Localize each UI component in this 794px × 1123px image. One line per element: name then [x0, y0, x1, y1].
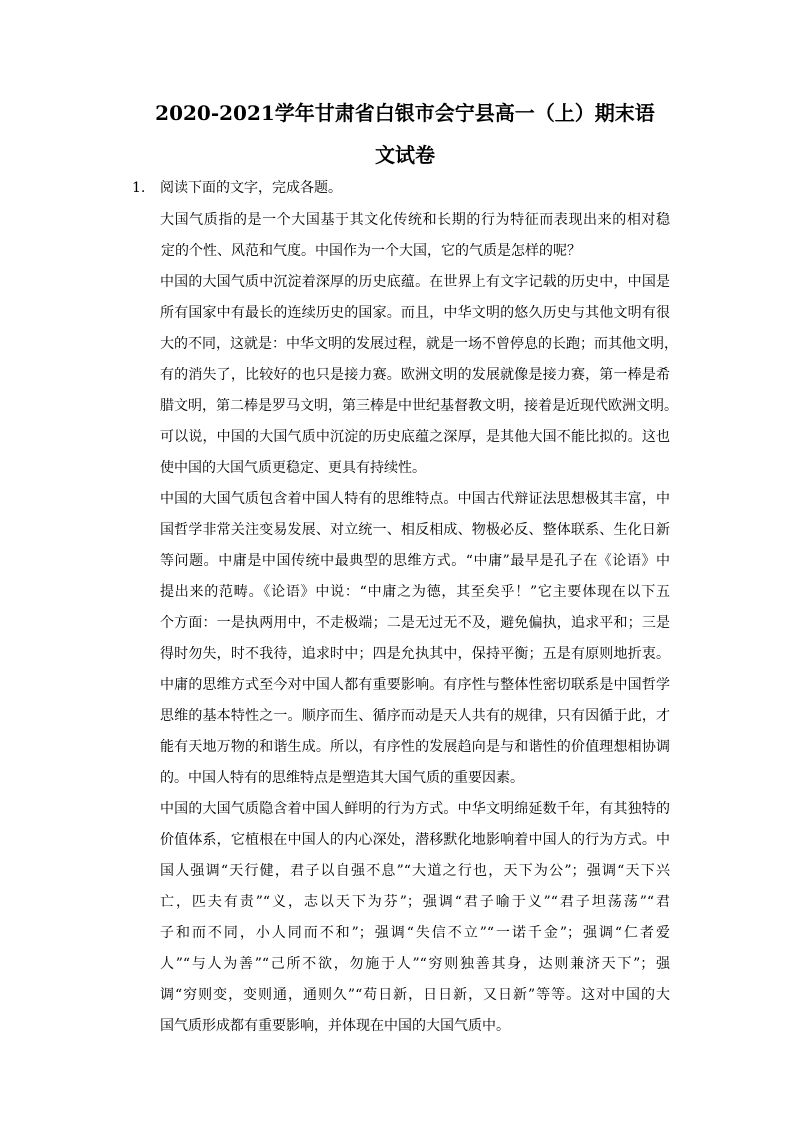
exam-title-line-1: 2020-2021学年甘肃省白银市会宁县高一（上）期末语 — [155, 101, 655, 125]
passage-line: 的。中国人特有的思维特点是塑造其大国气质的重要因素。 — [160, 770, 524, 786]
passage-line: 思维的基本特性之一。顺序而生、循序而动是天人共有的规律，只有因循于此，才 — [160, 708, 670, 724]
passage-line: 大国气质指的是一个大国基于其文化传统和长期的行为特征而表现出来的相对稳 — [160, 212, 670, 228]
passage-line: 大的不同，这就是：中华文明的发展过程，就是一场不曾停息的长跑；而其他文明， — [160, 336, 678, 352]
passage-line: 亡，匹夫有责”“义，志以天下为芬”；强调“君子喻于义”“君子坦荡荡”“君 — [160, 894, 670, 910]
passage-line: 使中国的大国气质更稳定、更具有持续性。 — [160, 460, 426, 476]
passage-line: 价值体系，它植根在中国人的内心深处，潜移默化地影响着中国人的行为方式。中 — [160, 832, 670, 848]
question-number: 1. — [132, 180, 146, 196]
passage-line: 子和而不同，小人同而不和”；强调“失信不立”“一诺千金”；强调“仁者爱 — [160, 925, 670, 941]
passage-line: 提出来的范畴。《论语》中说：“中庸之为德，其至矣乎！”它主要体现在以下五 — [160, 584, 670, 600]
passage-line: 国人强调“天行健，君子以自强不息”“大道之行也，天下为公”；强调“天下兴 — [160, 863, 670, 879]
passage-line: 有的消失了，比较好的也只是接力赛。欧洲文明的发展就像是接力赛，第一棒是希 — [160, 367, 670, 383]
passage-line: 腊文明，第二棒是罗马文明，第三棒是中世纪基督教文明，接着是近现代欧洲文明。 — [160, 398, 678, 414]
exam-title-line-2: 文试卷 — [375, 143, 435, 167]
passage-line: 中国的大国气质隐含着中国人鲜明的行为方式。中华文明绵延数千年，有其独特的 — [160, 801, 670, 817]
passage-line: 调“穷则变，变则通，通则久”“苟日新，日日新，又日新”等等。这对中国的大 — [160, 987, 670, 1003]
passage-line: 国气质形成都有重要影响，并体现在中国的大国气质中。 — [160, 1018, 510, 1034]
passage-line: 人”“与人为善”“己所不欲，勿施于人”“穷则独善其身，达则兼济天下”；强 — [160, 956, 670, 972]
passage-line: 个方面：一是执两用中，不走极端；二是无过无不及，避免偏执，追求平和；三是 — [160, 615, 670, 631]
passage-line: 得时勿失，时不我待，追求时中；四是允执其中，保持平衡；五是有原则地折衷。 — [160, 646, 670, 662]
question-instruction: 阅读下面的文字，完成各题。 — [160, 180, 342, 196]
passage-line: 可以说，中国的大国气质中沉淀的历史底蕴之深厚，是其他大国不能比拟的。这也 — [160, 429, 670, 445]
passage-line: 中国的大国气质包含着中国人特有的思维特点。中国古代辩证法思想极其丰富，中 — [160, 491, 670, 507]
passage-line: 能有天地万物的和谐生成。所以，有序性的发展趋向是与和谐性的价值理想相协调 — [160, 739, 670, 755]
passage-line: 所有国家中有最长的连续历史的国家。而且，中华文明的悠久历史与其他文明有很 — [160, 305, 670, 321]
passage-line: 中庸的思维方式至今对中国人都有重要影响。有序性与整体性密切联系是中国哲学 — [160, 677, 670, 693]
passage-line: 国哲学非常关注变易发展、对立统一、相反相成、物极必反、整体联系、生化日新 — [160, 522, 670, 538]
passage-line: 定的个性、风范和气度。中国作为一个大国，它的气质是怎样的呢？ — [161, 243, 581, 259]
passage-line: 中国的大国气质中沉淀着深厚的历史底蕴。在世界上有文字记载的历史中，中国是 — [160, 274, 670, 290]
passage-line: 等问题。中庸是中国传统中最典型的思维方式。“中庸”最早是孔子在《论语》中 — [160, 553, 670, 569]
